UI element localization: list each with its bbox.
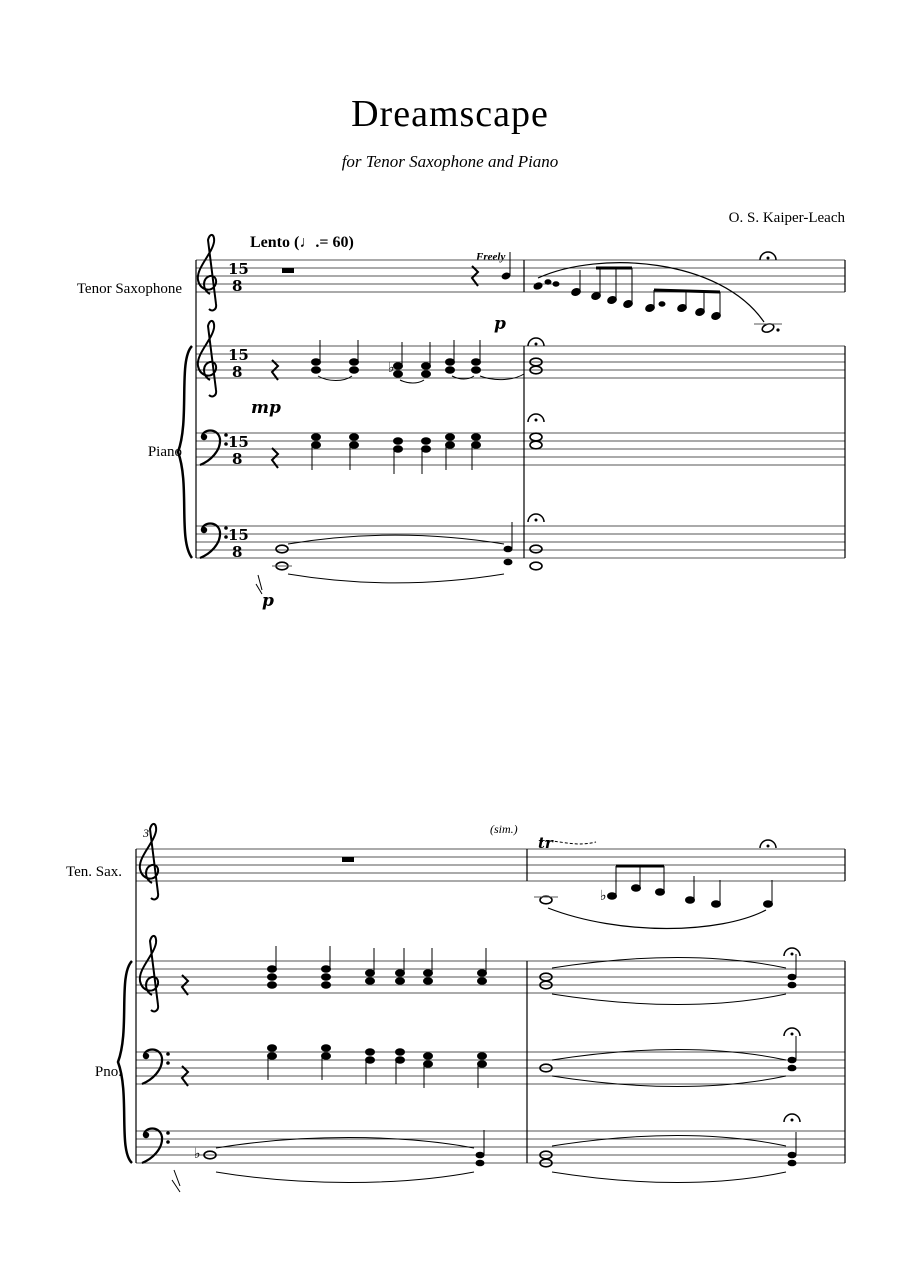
trill-mark: tr <box>538 834 553 852</box>
instrument-label-pno: Pno. <box>94 1064 122 1080</box>
instrument-label-tenor-sax: Tenor Saxophone <box>76 281 182 297</box>
svg-text:♭: ♭ <box>194 1146 201 1162</box>
svg-text:15: 15 <box>228 260 249 278</box>
expression-freely: Freely <box>476 251 506 263</box>
page-title: Dreamscape <box>351 93 549 135</box>
svg-text:15: 15 <box>228 526 249 544</box>
system-1 <box>178 235 845 594</box>
dynamic-piano-mp: mp <box>251 398 281 418</box>
svg-text:8: 8 <box>232 277 243 295</box>
svg-text:8: 8 <box>232 543 243 561</box>
svg-text:♭: ♭ <box>600 888 607 904</box>
measure-number: 3 <box>143 826 149 840</box>
svg-text:♭: ♭ <box>388 360 395 376</box>
svg-text:8: 8 <box>232 450 243 468</box>
instrument-label-piano: Piano <box>147 444 182 460</box>
dynamic-bass-p: p <box>262 591 274 611</box>
dynamic-sax-p: p <box>494 314 506 334</box>
tempo-marking: Lento (♩.= 60) <box>250 234 354 251</box>
svg-text:15: 15 <box>228 346 249 364</box>
system-2 <box>118 824 845 1192</box>
expression-sim: (sim.) <box>490 822 518 836</box>
composer-credit: O. S. Kaiper-Leach <box>728 210 845 226</box>
subtitle: for Tenor Saxophone and Piano <box>341 152 559 171</box>
instrument-label-ten-sax: Ten. Sax. <box>65 864 122 880</box>
svg-text:15: 15 <box>228 433 249 451</box>
svg-text:8: 8 <box>232 363 243 381</box>
